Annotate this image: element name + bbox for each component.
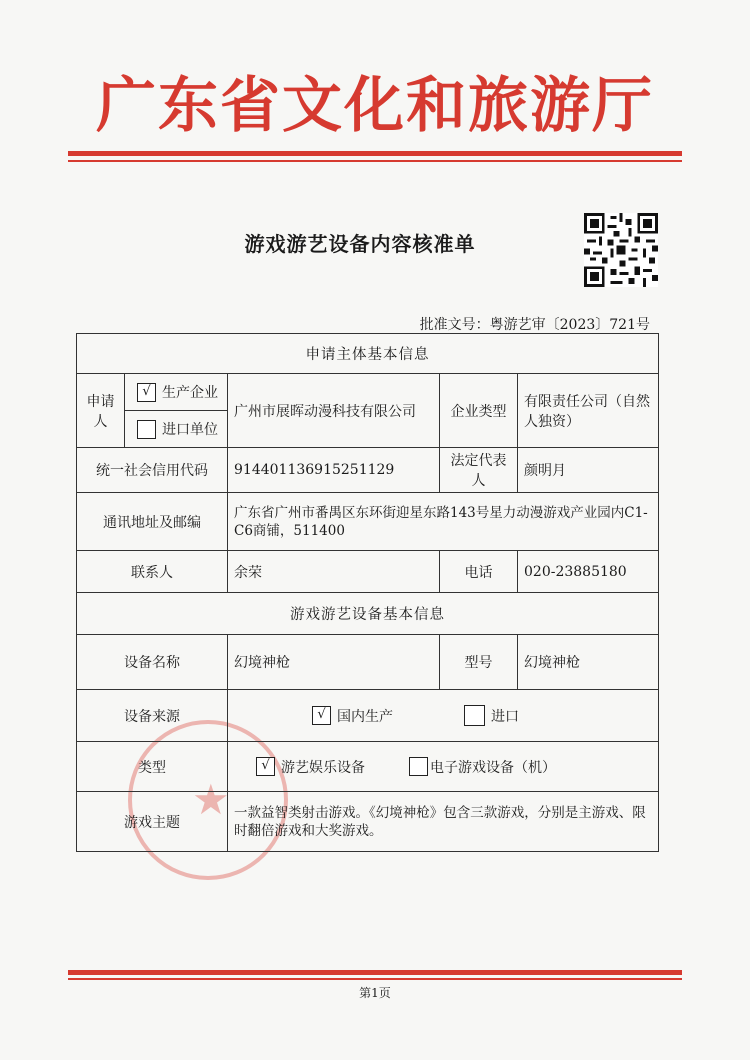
address: 广东省广州市番禺区东环街迎星东路143号星力动漫游戏产业园内C1-C6商铺，511400 [228,493,659,551]
credit-code-label: 统一社会信用代码 [77,448,228,493]
enterprise-type-label: 企业类型 [440,374,518,448]
importer-checkbox [137,420,156,439]
option-producer [125,374,228,411]
device-name-label: 设备名称 [77,635,228,690]
credit-code: 914401136915251129 [228,448,440,493]
device-name: 幻境神枪 [228,635,440,690]
contact: 余荣 [228,551,440,593]
legal-rep: 颜明月 [518,448,659,493]
importer-label: 进口单位 [162,422,218,438]
phone: 020-23885180 [518,551,659,593]
legal-rep-label: 法定代表人 [440,448,518,493]
official-seal-stamp: ★ [128,720,288,880]
theme-text: 一款益智类射击游戏。《幻境神枪》包含三款游戏，分别是主游戏、限时翻倍游戏和大奖游戏。 [228,792,659,852]
contact-label: 联系人 [77,551,228,593]
issuing-authority-title: 广东省文化和旅游厅 [96,71,654,141]
approval-label: 批准文号： [419,317,490,333]
document-title: 游戏游艺设备内容核准单 [244,232,476,256]
type-options [228,742,659,792]
amusement-label: 游艺娱乐设备 [281,759,365,776]
header-rule-thin [68,160,682,162]
domestic-checkbox: √ [312,706,331,725]
import-label: 进口 [491,708,519,725]
electronic-checkbox [409,757,428,776]
model-label: 型号 [440,635,518,690]
applicant-label: 申请人 [77,374,125,448]
address-label: 通讯地址及邮编 [77,493,228,551]
domestic-label: 国内生产 [337,708,393,725]
footer-rule [68,970,682,975]
approval-number [420,314,650,334]
source-label: 设备来源 [77,690,228,742]
producer-label: 生产企业 [162,385,218,401]
enterprise-type: 有限责任公司（自然人独资） [518,374,659,448]
company-name: 广州市展晖动漫科技有限公司 [228,374,440,448]
model: 幻境神枪 [518,635,659,690]
qr-code-icon [584,213,658,287]
approval-form-table [76,333,659,852]
electronic-label: 电子游戏设备（机） [430,759,556,776]
amusement-checkbox: √ [256,757,275,776]
type-label: 类型 [77,742,228,792]
header-rule [68,151,682,156]
source-options [228,690,659,742]
phone-label: 电话 [440,551,518,593]
producer-checkbox: √ [137,383,156,402]
page-number: 第1页 [359,986,391,1000]
import-checkbox [464,705,485,726]
footer-rule-thin [68,978,682,980]
option-importer [125,411,228,448]
theme-label: 游戏主题 [77,792,228,852]
section-applicant-title: 申请主体基本信息 [77,334,659,374]
section-device-title: 游戏游艺设备基本信息 [77,593,659,635]
approval-value: 粤游艺审〔2023〕721号 [489,317,650,333]
